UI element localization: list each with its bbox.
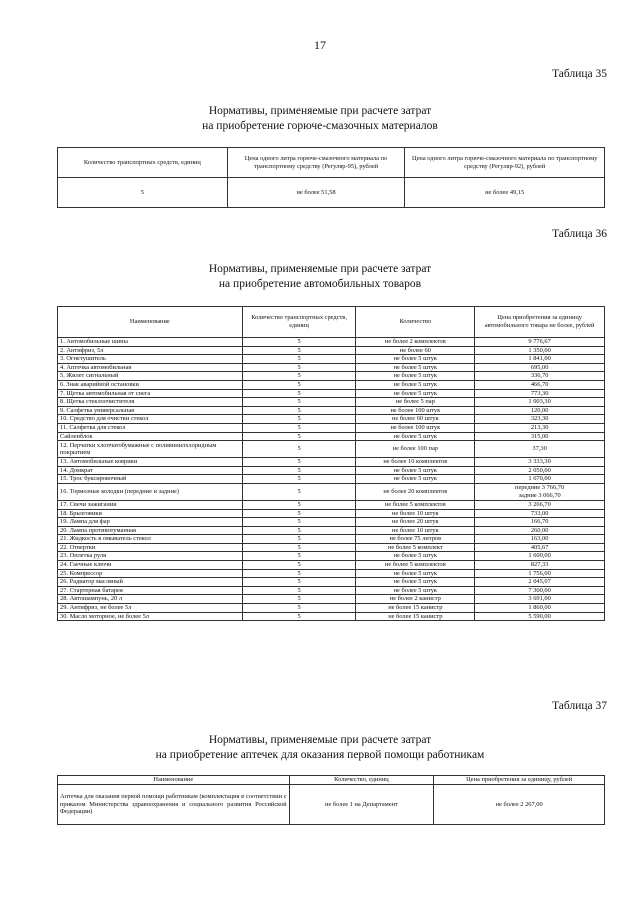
t36-cell-quantity: не более 5 штук <box>356 475 475 484</box>
t36-cell-quantity: не более 20 комплектов <box>356 483 475 500</box>
t36-cell-price: 2 045,07 <box>475 578 605 587</box>
t36-cell-quantity: не более 20 штук <box>356 518 475 527</box>
table-row <box>58 578 605 587</box>
t36-cell-price: 827,33 <box>475 561 605 570</box>
t36-cell-vehicles: 5 <box>242 363 356 372</box>
table-37-label: Таблица 37 <box>552 700 607 712</box>
t36-cell-vehicles: 5 <box>242 406 356 415</box>
table-35-title <box>0 104 640 134</box>
t36-cell-name: 9. Салфетка универсальная <box>58 406 243 415</box>
t36-cell-vehicles: 5 <box>242 595 356 604</box>
t36-cell-quantity: не более 5 штук <box>356 372 475 381</box>
table-row <box>58 466 605 475</box>
t36-cell-quantity: не более 5 комплектов <box>356 561 475 570</box>
t36-cell-name: 24. Гаечные ключи <box>58 561 243 570</box>
t36-cell-name: 25. Компрессор <box>58 569 243 578</box>
table-36 <box>57 306 605 621</box>
table-row <box>58 552 605 561</box>
table-row <box>58 346 605 355</box>
t36-cell-name: 29. Антифриз, не более 5л <box>58 604 243 613</box>
t36-cell-name: 21. Жидкость в омыватель стекол <box>58 535 243 544</box>
t36-cell-price: 1 600,00 <box>475 552 605 561</box>
t36-cell-vehicles: 5 <box>242 466 356 475</box>
table-row <box>58 338 605 347</box>
t36-cell-vehicles: 5 <box>242 518 356 527</box>
table-row <box>58 518 605 527</box>
t36-cell-price: 336,70 <box>475 372 605 381</box>
table-row <box>58 604 605 613</box>
table-row <box>58 483 605 500</box>
t36-cell-quantity: не более 5 штук <box>356 552 475 561</box>
table-row <box>58 423 605 432</box>
table-37-title-line1: Нормативы, применяемые при расчете затрат <box>208 734 432 746</box>
table-row <box>58 535 605 544</box>
table-row <box>58 372 605 381</box>
table-37 <box>57 775 605 825</box>
t36-cell-vehicles: 5 <box>242 398 356 407</box>
t36-cell-quantity: не более 5 штук <box>356 466 475 475</box>
t36-cell-name: 27. Стартерная батарея <box>58 586 243 595</box>
t36-cell-vehicles: 5 <box>242 561 356 570</box>
table-36-label: Таблица 36 <box>552 228 607 240</box>
table-row <box>58 355 605 364</box>
t36-cell-quantity: не более 100 штук <box>356 406 475 415</box>
t36-cell-name: 17. Свечи зажигания <box>58 500 243 509</box>
t36-cell-quantity: не более 100 пар <box>356 441 475 458</box>
t36-cell-vehicles: 5 <box>242 500 356 509</box>
t36-cell-name: 6. Знак аварийной остановки <box>58 380 243 389</box>
t36-cell-name: 2. Антифриз, 5л <box>58 346 243 355</box>
t36-cell-name: 28. Автошампунь, 20 л <box>58 595 243 604</box>
t36-cell-price: 695,00 <box>475 363 605 372</box>
t36-cell-vehicles: 5 <box>242 578 356 587</box>
t36-cell-name: 10. Средство для очистки стекол <box>58 415 243 424</box>
table-row <box>58 363 605 372</box>
t36-cell-quantity: не более 2 канистр <box>356 595 475 604</box>
table-row <box>58 509 605 518</box>
t36-cell-price: передние 3 766,70 задние 3 066,70 <box>475 483 605 500</box>
t36-cell-price: 733,00 <box>475 509 605 518</box>
table-row <box>58 398 605 407</box>
t36-cell-quantity: не более 10 комплектов <box>356 458 475 467</box>
table-row <box>58 595 605 604</box>
table-row <box>58 543 605 552</box>
table-row <box>58 458 605 467</box>
t37-cell-price: не более 2 267,00 <box>434 785 605 825</box>
t36-header-quantity: Количество <box>356 307 475 338</box>
t36-cell-name: 11. Салфетка для стекол <box>58 423 243 432</box>
t36-cell-price: 3 333,30 <box>475 458 605 467</box>
t36-cell-name: 30. Масло моторное, не более 5л <box>58 612 243 621</box>
t36-cell-price: 1 860,00 <box>475 604 605 613</box>
t36-cell-quantity: не более 5 штук <box>356 569 475 578</box>
t36-cell-price: 1 756,00 <box>475 569 605 578</box>
t36-cell-vehicles: 5 <box>242 338 356 347</box>
t36-cell-price: 37,30 <box>475 441 605 458</box>
t37-header-quantity: Количество, единиц <box>289 776 434 785</box>
t36-cell-vehicles: 5 <box>242 415 356 424</box>
t36-cell-vehicles: 5 <box>242 372 356 381</box>
t36-cell-name: 3. Огнетушитель <box>58 355 243 364</box>
table-37-title <box>0 733 640 763</box>
t36-cell-quantity: не более 5 комплектов <box>356 500 475 509</box>
t36-cell-quantity: не более 5 пар <box>356 398 475 407</box>
t36-cell-quantity: не более 5 штук <box>356 363 475 372</box>
t36-cell-vehicles: 5 <box>242 380 356 389</box>
table-row <box>58 586 605 595</box>
table-row <box>58 415 605 424</box>
t36-cell-quantity: не более 60 <box>356 346 475 355</box>
t36-cell-vehicles: 5 <box>242 569 356 578</box>
t36-cell-price: 405,67 <box>475 543 605 552</box>
t36-cell-name: 22. Отвертки <box>58 543 243 552</box>
t36-cell-vehicles: 5 <box>242 389 356 398</box>
t36-cell-quantity: не более 100 штук <box>356 423 475 432</box>
t36-cell-price: 3 691,00 <box>475 595 605 604</box>
t36-header-price: Цена приобретения за единицу автомобильного товара не более, рублей <box>475 307 605 338</box>
t35-cell-vehicles: 5 <box>58 178 228 208</box>
t36-cell-vehicles: 5 <box>242 604 356 613</box>
table-37-title-line2: на приобретение аптечек для оказания первой помощи работникам <box>155 749 485 761</box>
t36-cell-name: 14. Домкрат <box>58 466 243 475</box>
table-row <box>58 612 605 621</box>
table-row <box>58 561 605 570</box>
t36-cell-price: 466,70 <box>475 380 605 389</box>
t36-cell-name: 20. Лампа противотуманная <box>58 526 243 535</box>
t35-cell-price-95: не более 51,58 <box>227 178 405 208</box>
table-35-title-line2: на приобретение горюче-смазочных материалов <box>202 120 438 132</box>
table-row <box>58 569 605 578</box>
t36-cell-price: 5 590,00 <box>475 612 605 621</box>
t36-cell-price: 213,30 <box>475 423 605 432</box>
t36-cell-price: 166,70 <box>475 518 605 527</box>
t37-header-name: Наименование <box>58 776 290 785</box>
t36-header-name: Наименование <box>58 307 243 338</box>
t36-cell-name: 8. Щетка стеклоочистителя <box>58 398 243 407</box>
table-35-label: Таблица 35 <box>552 68 607 80</box>
t36-header-vehicles: Количество транспортных средств, единиц <box>242 307 356 338</box>
t36-cell-vehicles: 5 <box>242 441 356 458</box>
t37-cell-quantity: не более 1 на Департамент <box>289 785 434 825</box>
t36-cell-price: 1 350,00 <box>475 346 605 355</box>
t36-cell-price: 2 050,00 <box>475 466 605 475</box>
t36-cell-vehicles: 5 <box>242 509 356 518</box>
t36-cell-name: 23. Оплетка руля <box>58 552 243 561</box>
t36-cell-vehicles: 5 <box>242 543 356 552</box>
t36-cell-quantity: не более 15 канистр <box>356 604 475 613</box>
t36-cell-quantity: не более 5 комплект <box>356 543 475 552</box>
t36-cell-quantity: не более 75 литров <box>356 535 475 544</box>
table-35-title-line1: Нормативы, применяемые при расчете затрат <box>208 105 432 117</box>
t36-cell-vehicles: 5 <box>242 535 356 544</box>
t35-header-price-92: Цена одного литра горюче-смазочного материала по транспортному средству (Регуляр-92), рублей <box>405 148 605 178</box>
t36-cell-quantity: не более 60 штук <box>356 415 475 424</box>
table-36-title-line2: на приобретение автомобильных товаров <box>218 278 422 290</box>
table-35 <box>57 147 605 208</box>
t36-cell-vehicles: 5 <box>242 552 356 561</box>
t36-cell-vehicles: 5 <box>242 458 356 467</box>
t36-cell-name: 15. Трос буксировочный <box>58 475 243 484</box>
t36-cell-vehicles: 5 <box>242 526 356 535</box>
t36-cell-name: 16. Тормозные колодки (передние и задние) <box>58 483 243 500</box>
t36-cell-vehicles: 5 <box>242 432 356 441</box>
t35-header-price-95: Цена одного литра горюче-смазочного материала по транспортному средству (Регуляр-95), рублей <box>227 148 405 178</box>
t36-cell-price: 1 841,00 <box>475 355 605 364</box>
t36-cell-price: 120,00 <box>475 406 605 415</box>
t36-cell-quantity: не более 10 штук <box>356 509 475 518</box>
t36-cell-price: 315,00 <box>475 432 605 441</box>
t36-cell-name: 19. Лампа для фар <box>58 518 243 527</box>
t36-cell-quantity: не более 5 штук <box>356 355 475 364</box>
t36-cell-price: 9 776,67 <box>475 338 605 347</box>
t36-cell-quantity: не более 5 штук <box>356 432 475 441</box>
t36-cell-quantity: не более 15 канистр <box>356 612 475 621</box>
t36-cell-quantity: не более 5 штук <box>356 578 475 587</box>
t36-cell-name: 26. Радиатор масляный <box>58 578 243 587</box>
table-row <box>58 500 605 509</box>
t36-cell-quantity: не более 2 комплектов <box>356 338 475 347</box>
table-36-title-line1: Нормативы, применяемые при расчете затрат <box>208 263 432 275</box>
table-row <box>58 432 605 441</box>
t36-cell-vehicles: 5 <box>242 346 356 355</box>
t36-cell-vehicles: 5 <box>242 586 356 595</box>
table-row <box>58 406 605 415</box>
t36-cell-name: 12. Перчатки хлопчатобумажные с поливинилхлоридным покрытием <box>58 441 243 458</box>
t36-cell-price: 163,00 <box>475 535 605 544</box>
t36-cell-name: 1. Автомобильные шины <box>58 338 243 347</box>
t36-cell-name: 18. Брызговики <box>58 509 243 518</box>
table-36-title <box>0 262 640 292</box>
t36-cell-price: 3 266,70 <box>475 500 605 509</box>
t35-cell-price-92: не более 49,15 <box>405 178 605 208</box>
t36-body <box>58 338 605 621</box>
t36-cell-name: 4. Аптечка автомобильная <box>58 363 243 372</box>
table-row <box>58 389 605 398</box>
t36-cell-name: Сайленблок <box>58 432 243 441</box>
t36-cell-vehicles: 5 <box>242 483 356 500</box>
t36-cell-quantity: не более 10 штук <box>356 526 475 535</box>
t36-cell-price: 1 003,30 <box>475 398 605 407</box>
t36-cell-price: 773,30 <box>475 389 605 398</box>
t36-cell-vehicles: 5 <box>242 355 356 364</box>
t36-cell-price: 323,30 <box>475 415 605 424</box>
table-row <box>58 441 605 458</box>
t36-cell-price: 7 300,00 <box>475 586 605 595</box>
t36-cell-vehicles: 5 <box>242 423 356 432</box>
t37-cell-name: Аптечка для оказания первой помощи работникам (комплектация в соответствии с приказом Министерства здравоохранения и социального развития Российской Федерации) <box>58 785 290 825</box>
t36-cell-vehicles: 5 <box>242 475 356 484</box>
t36-cell-name: 13. Автомобильные коврики <box>58 458 243 467</box>
page-number: 17 <box>314 38 326 52</box>
t36-cell-quantity: не более 5 штук <box>356 389 475 398</box>
t36-cell-name: 7. Щетка автомобильная от снега <box>58 389 243 398</box>
t36-cell-quantity: не более 5 штук <box>356 586 475 595</box>
t36-cell-quantity: не более 5 штук <box>356 380 475 389</box>
t36-cell-price: 260,00 <box>475 526 605 535</box>
table-row <box>58 380 605 389</box>
t37-header-price: Цена приобретения за единицу, рублей <box>434 776 605 785</box>
table-row <box>58 526 605 535</box>
table-row <box>58 475 605 484</box>
t35-header-vehicles: Количество транспортных средств, единиц <box>58 148 228 178</box>
t36-cell-name: 5. Жилет сигнальный <box>58 372 243 381</box>
t36-cell-price: 1 670,00 <box>475 475 605 484</box>
t36-cell-vehicles: 5 <box>242 612 356 621</box>
